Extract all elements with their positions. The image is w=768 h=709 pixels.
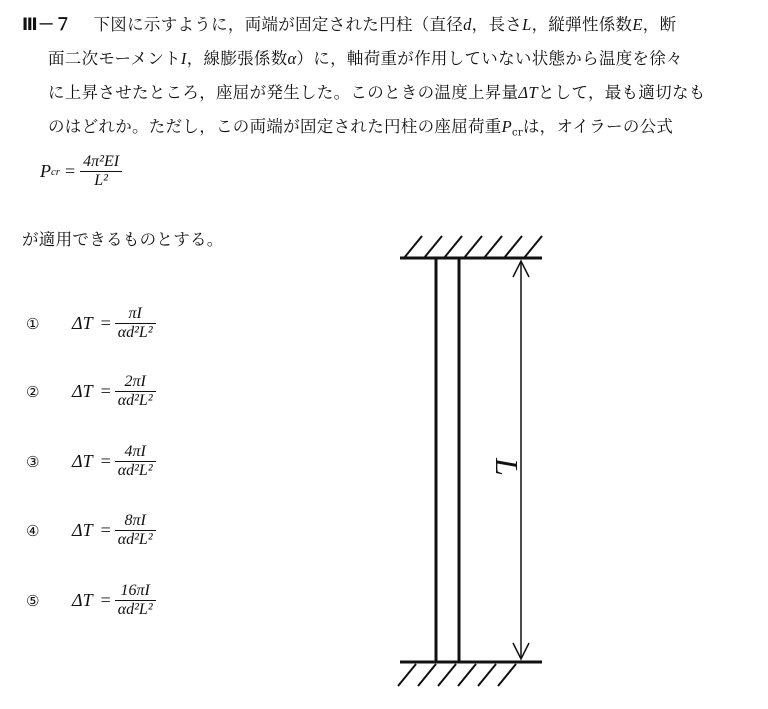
length-label: L: [489, 458, 525, 476]
option-5-numerator: 16πI: [120, 582, 150, 599]
option-4-numerator: 8πI: [124, 512, 146, 529]
option-5-mark: ⑤: [26, 591, 40, 610]
option-2-denominator: αd²L²: [117, 392, 153, 410]
euler-numerator: 4π²EI: [83, 153, 120, 170]
option-4-denominator: αd²L²: [117, 531, 153, 549]
euler-equals: =: [65, 161, 76, 182]
option-1-mark: ①: [26, 314, 40, 333]
euler-lhs: P: [40, 161, 51, 182]
symbol-alpha: α: [287, 49, 297, 68]
option-2[interactable]: ② ΔT = $\frac{2\pi I}{\text{αd²L²}}$: [26, 373, 156, 411]
option-5[interactable]: ⑤ ΔT = $\frac{16\pi I}{\text{αd²L²}}$: [26, 582, 156, 620]
option-1[interactable]: ① ΔT = $\frac{\pi I}{\text{αd²L²}}$: [26, 305, 156, 343]
option-3-denominator: αd²L²: [117, 462, 153, 480]
question-line-5: が適用できるものとする。: [22, 230, 224, 249]
symbol-I: I: [180, 49, 187, 68]
option-2-mark: ②: [26, 382, 40, 401]
option-3-numerator: 4πI: [124, 443, 146, 460]
symbol-delta-t: ΔT: [518, 83, 538, 102]
bottom-support-hatch: [398, 664, 516, 686]
option-4[interactable]: ④ ΔT = $\frac{8\pi I}{\text{αd²L²}}$: [26, 512, 156, 550]
option-1-numerator: πI: [128, 305, 142, 322]
question-line-3: に上昇させたところ，座屈が発生した。このときの温度上昇量ΔTとして，最も適切なも: [48, 83, 706, 102]
symbol-E: E: [632, 15, 643, 34]
question-line-2: 面二次モーメントI，線膨張係数α）に，軸荷重が作用していない状態から温度を徐々: [48, 49, 683, 68]
question-line-4: のはどれか。ただし，この両端が固定された円柱の座屈荷重$P_{cr}$は，オイラーの公式: [48, 117, 674, 139]
column: [436, 258, 459, 662]
top-support-hatch: [404, 236, 542, 258]
symbol-d: d: [463, 15, 472, 34]
euler-lhs-sub: cr: [51, 165, 60, 178]
option-1-denominator: αd²L²: [117, 324, 153, 342]
euler-denominator: L²: [94, 172, 108, 190]
option-3[interactable]: ③ ΔT = $\frac{4\pi I}{\text{αd²L²}}$: [26, 443, 156, 481]
symbol-L: L: [522, 15, 532, 34]
option-4-mark: ④: [26, 521, 40, 540]
option-2-numerator: 2πI: [124, 373, 146, 390]
question-line-1: Ⅲ－７ 下図に示すように，両端が固定された円柱（直径d，長さL，縦弾性係数E，断: [22, 15, 677, 34]
question-number: Ⅲ－７: [22, 15, 72, 34]
option-3-mark: ③: [26, 452, 40, 471]
option-5-denominator: αd²L²: [117, 601, 153, 619]
symbol-p: P: [501, 117, 512, 136]
